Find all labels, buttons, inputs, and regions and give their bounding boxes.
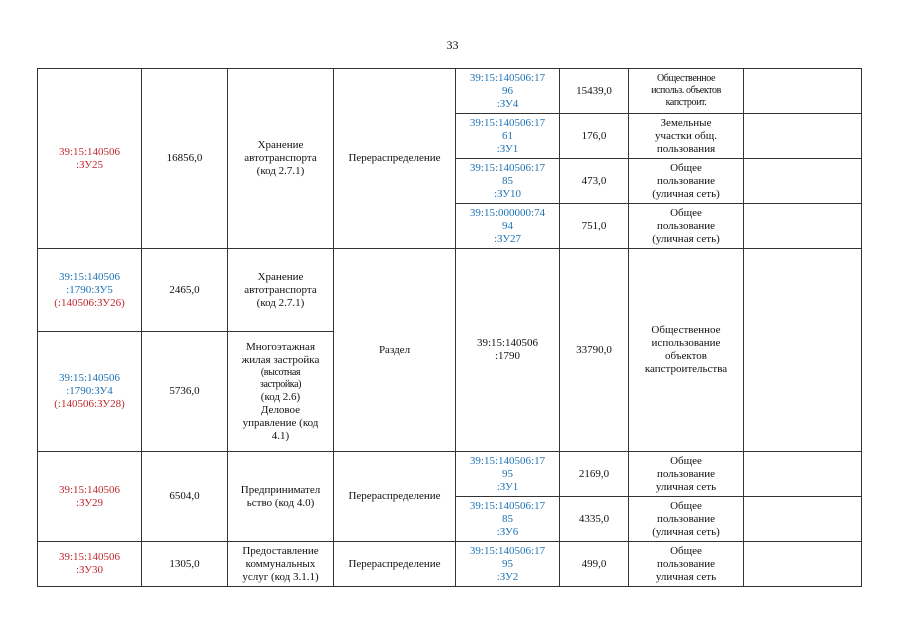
source-cadastral-line: :1790: [494, 350, 521, 362]
zu-area-cell: 5736,0: [142, 332, 228, 452]
source-cadastral-cell: [456, 542, 560, 587]
permitted-use-line: (код 2.7.1): [256, 165, 305, 177]
zu-id-line: 39:15:140506: [58, 372, 121, 384]
empty-cell: [744, 249, 862, 452]
permitted-use-line: застройка): [259, 378, 302, 390]
source-cadastral-line: 95: [502, 467, 513, 480]
note-cell: [629, 542, 744, 587]
method-cell: Перераспределение: [334, 69, 456, 249]
empty-cell: [744, 69, 862, 114]
note-line: капстроит.: [665, 97, 707, 108]
note-line: пользование: [656, 557, 716, 570]
note-line: уличная сеть: [655, 480, 717, 493]
source-area-cell: 4335,0: [560, 497, 629, 542]
zu-id-line: 39:15:140506: [58, 483, 121, 496]
zu-area-cell: 1305,0: [142, 542, 228, 587]
zu-id-line: :ЗУ29: [75, 496, 104, 509]
note-line: пользование: [656, 174, 716, 187]
empty-cell: [744, 204, 862, 249]
note-line: пользование: [656, 512, 716, 525]
permitted-use-line: автотранспорта: [244, 152, 317, 164]
empty-cell: [744, 497, 862, 542]
permitted-use-line: Предоставление: [242, 544, 319, 557]
empty-cell: [744, 114, 862, 159]
zu-area-cell: 2465,0: [142, 249, 228, 332]
permitted-use-cell: [228, 249, 334, 332]
note-cell: [629, 497, 744, 542]
source-cadastral-cell: [456, 114, 560, 159]
zu-area-cell: 16856,0: [142, 69, 228, 249]
permitted-use-line: автотранспорта: [244, 283, 317, 296]
zu-id-line: :1790:ЗУ4: [66, 385, 113, 397]
note-line: уличная сеть: [655, 570, 717, 583]
source-area-cell: 499,0: [560, 542, 629, 587]
permitted-use-line: жилая застройка: [241, 353, 320, 366]
zu-id-cell: [38, 452, 142, 542]
zu-area-cell: 6504,0: [142, 452, 228, 542]
note-line: (уличная сеть): [652, 525, 720, 538]
source-cadastral-line: :ЗУ27: [493, 232, 522, 245]
note-line: использование: [651, 337, 721, 349]
note-line: пользования: [656, 142, 716, 155]
zu-id-cell: [38, 69, 142, 249]
source-area-cell: 176,0: [560, 114, 629, 159]
source-cadastral-line: 85: [502, 512, 513, 525]
source-area-cell: 15439,0: [560, 69, 629, 114]
permitted-use-line: Предпринимател: [240, 483, 321, 496]
empty-cell: [744, 542, 862, 587]
source-cadastral-line: :ЗУ1: [496, 480, 519, 493]
note-line: Общественное: [651, 324, 721, 336]
source-area-cell: 473,0: [560, 159, 629, 204]
source-cadastral-cell: [456, 249, 560, 452]
note-line: капстроительства: [644, 363, 728, 375]
zu-id-line: :1790:ЗУ5: [66, 283, 113, 296]
note-line: Общее: [670, 161, 702, 174]
zu-id-cell: [38, 332, 142, 452]
source-cadastral-line: 39:15:140506:17: [469, 544, 546, 557]
source-cadastral-cell: [456, 159, 560, 204]
note-line: (уличная сеть): [652, 187, 720, 200]
note-line: использ. объектов: [651, 85, 721, 96]
method-cell: Перераспределение: [334, 452, 456, 542]
source-cadastral-line: 96: [502, 84, 513, 97]
source-cadastral-line: :ЗУ4: [496, 97, 519, 110]
note-cell: [629, 452, 744, 497]
permitted-use-line: 4.1): [271, 429, 290, 442]
permitted-use-line: (высотная: [260, 366, 301, 378]
source-cadastral-line: 95: [502, 557, 513, 570]
method-cell: Раздел: [334, 249, 456, 452]
source-area-cell: 33790,0: [560, 249, 629, 452]
source-cadastral-line: 39:15:000000:74: [469, 206, 546, 219]
note-line: объектов: [665, 350, 707, 362]
zu-id-line: (:140506:ЗУ28): [54, 398, 125, 410]
source-cadastral-line: :ЗУ2: [496, 570, 519, 583]
zu-id-line: 39:15:140506: [58, 145, 121, 158]
permitted-use-line: управление (код: [242, 416, 319, 429]
permitted-use-line: ьство (код 4.0): [246, 496, 315, 509]
empty-cell: [744, 159, 862, 204]
permitted-use-line: (код 2.7.1): [256, 296, 305, 309]
permitted-use-line: услуг (код 3.1.1): [242, 570, 319, 583]
note-cell: [629, 114, 744, 159]
source-cadastral-line: 39:15:140506:17: [469, 161, 546, 174]
source-cadastral-line: :ЗУ6: [496, 525, 519, 538]
source-cadastral-cell: [456, 69, 560, 114]
permitted-use-line: Хранение: [257, 139, 304, 151]
source-cadastral-line: 39:15:140506:17: [469, 454, 546, 467]
source-cadastral-line: 39:15:140506: [476, 337, 539, 349]
note-cell: [629, 69, 744, 114]
table-row: [38, 452, 862, 497]
zu-id-line: :ЗУ25: [75, 158, 104, 171]
zu-id-line: 39:15:140506: [58, 270, 121, 283]
empty-cell: [744, 452, 862, 497]
source-area-cell: 751,0: [560, 204, 629, 249]
permitted-use-cell: [228, 452, 334, 542]
note-cell: [629, 204, 744, 249]
source-cadastral-line: 94: [502, 219, 513, 232]
source-cadastral-cell: [456, 452, 560, 497]
source-cadastral-line: :ЗУ10: [493, 187, 522, 200]
table-row: [38, 249, 862, 332]
note-line: Общее: [670, 454, 702, 467]
note-line: Общее: [670, 544, 702, 557]
permitted-use-line: Деловое: [260, 403, 301, 416]
note-line: Земельные: [660, 116, 712, 129]
source-area-cell: 2169,0: [560, 452, 629, 497]
permitted-use-cell: [228, 332, 334, 452]
note-line: (уличная сеть): [652, 232, 720, 245]
note-cell: [629, 249, 744, 452]
table-row: [38, 69, 862, 114]
permitted-use-line: (код 2.6): [260, 390, 301, 403]
note-cell: [629, 159, 744, 204]
zu-id-cell: [38, 542, 142, 587]
permitted-use-line: коммунальных: [245, 557, 316, 570]
zu-id-cell: [38, 249, 142, 332]
zu-id-line: 39:15:140506: [58, 551, 121, 563]
permitted-use-cell: [228, 542, 334, 587]
note-line: Общественное: [656, 73, 716, 84]
source-cadastral-line: 61: [502, 129, 513, 142]
source-cadastral-cell: [456, 497, 560, 542]
source-cadastral-line: :ЗУ1: [496, 142, 519, 155]
land-plots-table: [37, 68, 862, 587]
method-cell: Перераспределение: [334, 542, 456, 587]
note-line: Общее: [670, 206, 702, 219]
page-number: 33: [446, 38, 459, 52]
permitted-use-line: Хранение: [257, 270, 304, 283]
source-cadastral-line: 39:15:140506:17: [469, 499, 546, 512]
table-row: [38, 542, 862, 587]
note-line: пользование: [656, 467, 716, 480]
note-line: пользование: [656, 219, 716, 232]
source-cadastral-line: 39:15:140506:17: [469, 71, 546, 84]
permitted-use-cell: [228, 69, 334, 249]
source-cadastral-line: 39:15:140506:17: [469, 116, 546, 129]
note-line: Общее: [670, 499, 702, 512]
zu-id-line: :ЗУ30: [75, 564, 104, 576]
source-cadastral-cell: [456, 204, 560, 249]
note-line: участки общ.: [655, 129, 717, 142]
source-cadastral-line: 85: [502, 174, 513, 187]
permitted-use-line: Многоэтажная: [245, 340, 315, 353]
zu-id-line: (:140506:ЗУ26): [54, 296, 125, 309]
